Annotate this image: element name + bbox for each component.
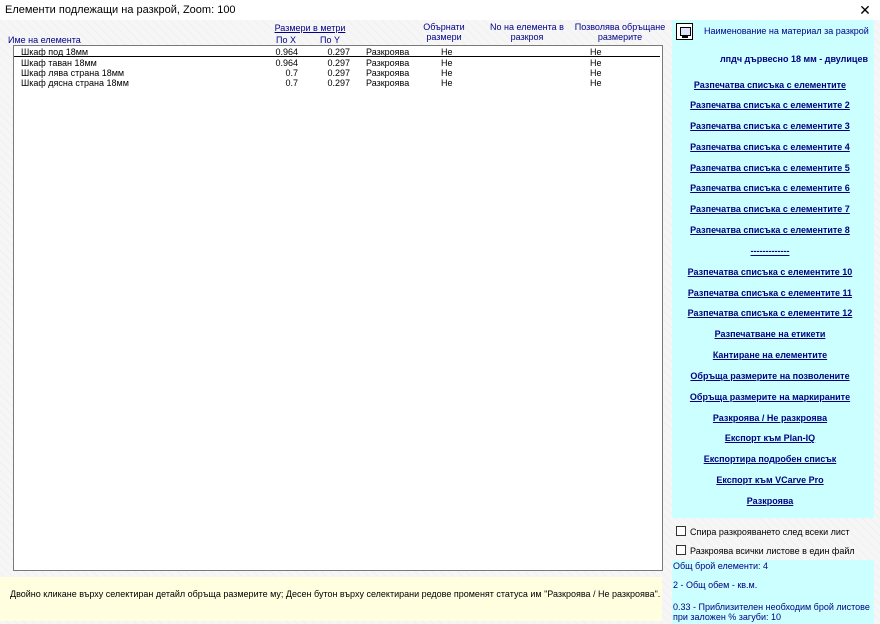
table-row[interactable]: [14, 78, 660, 88]
cell-x: 0.7: [285, 78, 298, 88]
header-flipped[interactable]: [414, 22, 474, 42]
table-row[interactable]: [14, 58, 660, 68]
cell-rotate: Не: [590, 68, 602, 78]
status-bar: [0, 577, 662, 621]
cell-x: 0.7: [285, 68, 298, 78]
close-button[interactable]: ✕: [859, 2, 871, 18]
material-picker-icon[interactable]: [676, 23, 693, 40]
cell-x: 0.964: [275, 47, 298, 57]
export-plan-iq-link[interactable]: Експорт към Plan-IQ: [724, 433, 816, 443]
edge-banding-link[interactable]: Кантиране на елементите: [712, 350, 828, 360]
header-flipped-line1: Обърнати: [423, 22, 465, 32]
cell-name: Шкаф лява страна 18мм: [21, 68, 125, 78]
header-dimensions[interactable]: Размери в метри: [274, 23, 346, 33]
cell-flipped: Не: [441, 68, 453, 78]
material-value: лпдч дървесно 18 мм - двулицев: [719, 54, 868, 64]
header-rot-line2: размерите: [597, 32, 643, 42]
print-list-12-link[interactable]: Разпечатва списъка с елементите 12: [687, 308, 853, 318]
cell-status: Разкроява: [366, 68, 410, 78]
cell-y: 0.297: [327, 47, 350, 57]
table-row[interactable]: [14, 47, 660, 57]
summary-element-count: Общ брой елементи: 4: [673, 561, 769, 571]
print-labels-link[interactable]: Разпечатване на етикети: [714, 329, 826, 339]
cell-name: Шкаф под 18мм: [21, 47, 89, 57]
print-list-7-link[interactable]: Разпечатва списъка с елементите 7: [690, 204, 850, 214]
header-x[interactable]: По X: [276, 35, 296, 45]
export-detailed-list-link[interactable]: Експортира подробен списък: [703, 454, 837, 464]
summary-panel: [672, 560, 874, 624]
cell-y: 0.297: [327, 58, 350, 68]
header-rot-line1: Позволява обръщане: [574, 22, 666, 32]
cell-x: 0.964: [275, 58, 298, 68]
status-text: Двойно кликане върху селектиран детайл обръща размерите му; Десен бутон върху селектирани редове променят статуса им "Разкроява / Не разкроява".: [10, 589, 661, 599]
print-list-8-link[interactable]: Разпечатва списъка с елементите 8: [690, 225, 850, 235]
header-y[interactable]: По Y: [320, 35, 340, 45]
cell-status: Разкроява: [366, 58, 410, 68]
cell-flipped: Не: [441, 58, 453, 68]
material-label: Наименование на материал за разкрой: [704, 26, 869, 36]
print-list-3-link[interactable]: Разпечатва списъка с елементите 3: [690, 121, 850, 131]
summary-waste: при заложен % загуби: 10: [673, 612, 782, 622]
cell-rotate: Не: [590, 78, 602, 88]
rotate-allowed-link[interactable]: Обръща размерите на позволените: [690, 371, 850, 381]
cell-rotate: Не: [590, 58, 602, 68]
export-vcarve-link[interactable]: Експорт към VCarve Pro: [716, 475, 824, 485]
checkbox-label: Разкроява всички листове в един файл: [690, 546, 855, 556]
window-title: Елементи подлежащи на разкрой, Zoom: 100: [5, 4, 236, 16]
toggle-cut-link[interactable]: Разкроява / Не разкроява: [712, 413, 828, 423]
actions-panel: [672, 20, 874, 518]
header-no-line1: No на елемента в: [490, 22, 564, 32]
header-allow-rotate[interactable]: [572, 22, 668, 42]
cell-name: Шкаф дясна страна 18мм: [21, 78, 129, 88]
title-bar: [0, 0, 880, 20]
cell-y: 0.297: [327, 78, 350, 88]
cell-rotate: Не: [590, 47, 602, 57]
print-list-2-link[interactable]: Разпечатва списъка с елементите 2: [690, 100, 850, 110]
header-name[interactable]: Име на елемента: [8, 35, 81, 45]
cell-flipped: Не: [441, 47, 453, 57]
print-list-link[interactable]: Разпечатва списъка с елементите: [693, 80, 847, 90]
separator-link[interactable]: -------------: [750, 246, 790, 256]
table-row[interactable]: [14, 68, 660, 78]
checkbox-box[interactable]: [676, 545, 686, 555]
cell-status: Разкроява: [366, 47, 410, 57]
print-list-5-link[interactable]: Разпечатва списъка с елементите 5: [690, 163, 850, 173]
rotate-selected-link[interactable]: Обръща размерите на маркираните: [689, 392, 851, 402]
print-list-6-link[interactable]: Разпечатва списъка с елементите 6: [690, 183, 850, 193]
header-element-no[interactable]: [484, 22, 570, 42]
cut-link[interactable]: Разкроява: [746, 496, 794, 506]
cell-status: Разкроява: [366, 78, 410, 88]
cell-name: Шкаф таван 18мм: [21, 58, 97, 68]
cell-flipped: Не: [441, 78, 453, 88]
print-list-11-link[interactable]: Разпечатва списъка с елементите 11: [687, 288, 853, 298]
print-list-4-link[interactable]: Разпечатва списъка с елементите 4: [690, 142, 850, 152]
elements-list[interactable]: [13, 45, 663, 571]
header-flipped-line2: размери: [426, 32, 462, 42]
checkbox-box[interactable]: [676, 526, 686, 536]
stop-after-each-sheet-checkbox[interactable]: [676, 526, 850, 537]
print-list-10-link[interactable]: Разпечатва списъка с елементите 10: [687, 267, 853, 277]
summary-volume: 2 - Общ обем - кв.м.: [673, 580, 758, 590]
cell-y: 0.297: [327, 68, 350, 78]
all-sheets-one-file-checkbox[interactable]: [676, 545, 855, 556]
checkbox-label: Спира разкрояването след всеки лист: [690, 527, 850, 537]
header-no-line2: разкроя: [510, 32, 544, 42]
right-panel: [672, 20, 880, 624]
summary-sheets: 0.33 - Приблизителен необходим брой листове: [673, 602, 870, 612]
